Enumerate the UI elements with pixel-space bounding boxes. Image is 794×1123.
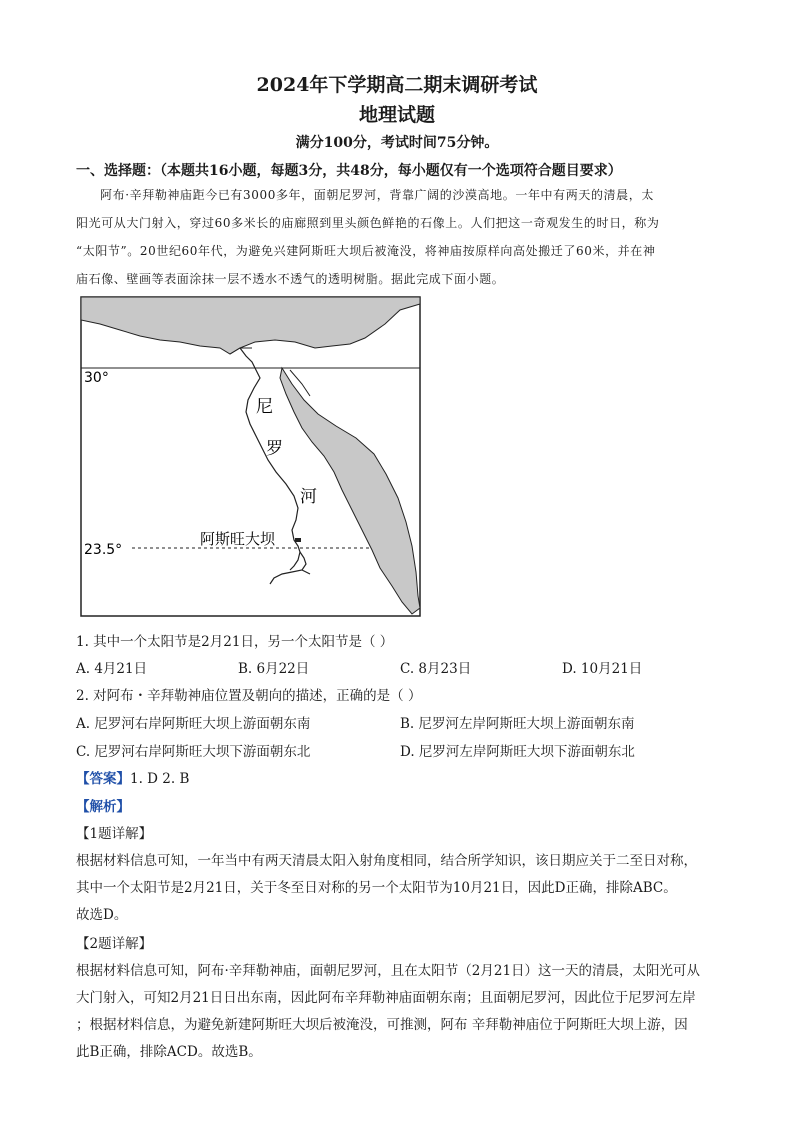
q2-option-d[interactable]: D. 尼罗河左岸阿斯旺大坝下游面朝东北 <box>400 744 635 760</box>
q1-option-c[interactable]: C. 8月23日 <box>400 661 472 677</box>
material-line-3: “太阳节”。20世纪60年代，为避免兴建阿斯旺大坝后被淹没，将神庙按原样向高处搬迁了60米，并在神 <box>76 244 656 258</box>
detail-1-line-3: 故选D。 <box>76 907 128 923</box>
detail-2-line-3: ；根据材料信息，为避免新建阿斯旺大坝后被淹没，可推测，阿布 辛拜勒神庙位于阿斯旺大坝上游，因 <box>76 1017 688 1033</box>
aswan-dam-marker <box>295 538 301 542</box>
material-line-4: 庙石像、壁画等表面涂抹一层不透水不透气的透明树脂。据此完成下面小题。 <box>76 272 505 286</box>
lat-30-label: 30° <box>84 370 109 386</box>
detail-2-heading: 【2题详解】 <box>76 936 153 952</box>
river-char-1: 尼 <box>256 397 273 417</box>
q2-option-b[interactable]: B. 尼罗河左岸阿斯旺大坝上游面朝东南 <box>400 716 635 732</box>
lat-235-label: 23.5° <box>84 542 123 558</box>
question-2-stem: 2. 对阿布・辛拜勒神庙位置及朝向的描述，正确的是（ ） <box>76 688 422 704</box>
river-char-2: 罗 <box>266 439 283 459</box>
answer-value: 1. D 2. B <box>130 771 190 787</box>
section-heading: 一、选择题：（本题共16小题，每题3分，共48分，每小题仅有一个选项符合题目要求） <box>76 163 622 179</box>
answer-tag: 【答案】 <box>76 771 130 787</box>
detail-2-line-1: 根据材料信息可知，阿布·辛拜勒神庙，面朝尼罗河，且在太阳节（2月21日）这一天的清晨，太阳光可从 <box>76 963 701 979</box>
analysis-tag: 【解析】 <box>76 799 130 815</box>
detail-1-heading: 【1题详解】 <box>76 826 153 842</box>
answer-line <box>76 767 189 787</box>
q1-option-b[interactable]: B. 6月22日 <box>238 661 310 677</box>
exam-subtitle: 地理试题 <box>358 104 435 126</box>
q1-option-d[interactable]: D. 10月21日 <box>562 661 643 677</box>
detail-2-line-4: 此B正确，排除ACD。故选B。 <box>76 1044 262 1060</box>
nile-map <box>80 296 422 618</box>
river-char-3: 河 <box>300 487 317 507</box>
material-line-2: 阳光可从大门射入，穿过60多米长的庙廊照到里头颜色鲜艳的石像上。人们把这一奇观发生的时日，称为 <box>76 216 660 230</box>
q2-option-a[interactable]: A. 尼罗河右岸阿斯旺大坝上游面朝东南 <box>76 716 311 732</box>
detail-2-line-2: 大门射入，可知2月21日日出东南，因此阿布辛拜勒神庙面朝东南；且面朝尼罗河，因此位于尼罗河左岸 <box>76 990 696 1006</box>
question-1-stem: 1. 其中一个太阳节是2月21日，另一个太阳节是（ ） <box>76 634 394 650</box>
exam-info: 满分100分，考试时间75分钟。 <box>295 135 499 151</box>
q1-option-a[interactable]: A. 4月21日 <box>76 661 148 677</box>
detail-1-line-2: 其中一个太阳节是2月21日，关于冬至日对称的另一个太阳节为10月21日，因此D正确，排除ABC。 <box>76 880 677 896</box>
q2-option-c[interactable]: C. 尼罗河右岸阿斯旺大坝下游面朝东北 <box>76 744 311 760</box>
dam-label: 阿斯旺大坝 <box>200 530 276 548</box>
exam-title: 2024年下学期高二期末调研考试 <box>256 74 538 96</box>
detail-1-line-1: 根据材料信息可知，一年当中有两天清晨太阳入射角度相同，结合所学知识，该日期应关于二至日对称， <box>76 853 697 869</box>
material-line-1: 阿布·辛拜勒神庙距今已有3000多年，面朝尼罗河，背靠广阔的沙漠高地。一年中有两天的清晨，太 <box>100 188 654 202</box>
